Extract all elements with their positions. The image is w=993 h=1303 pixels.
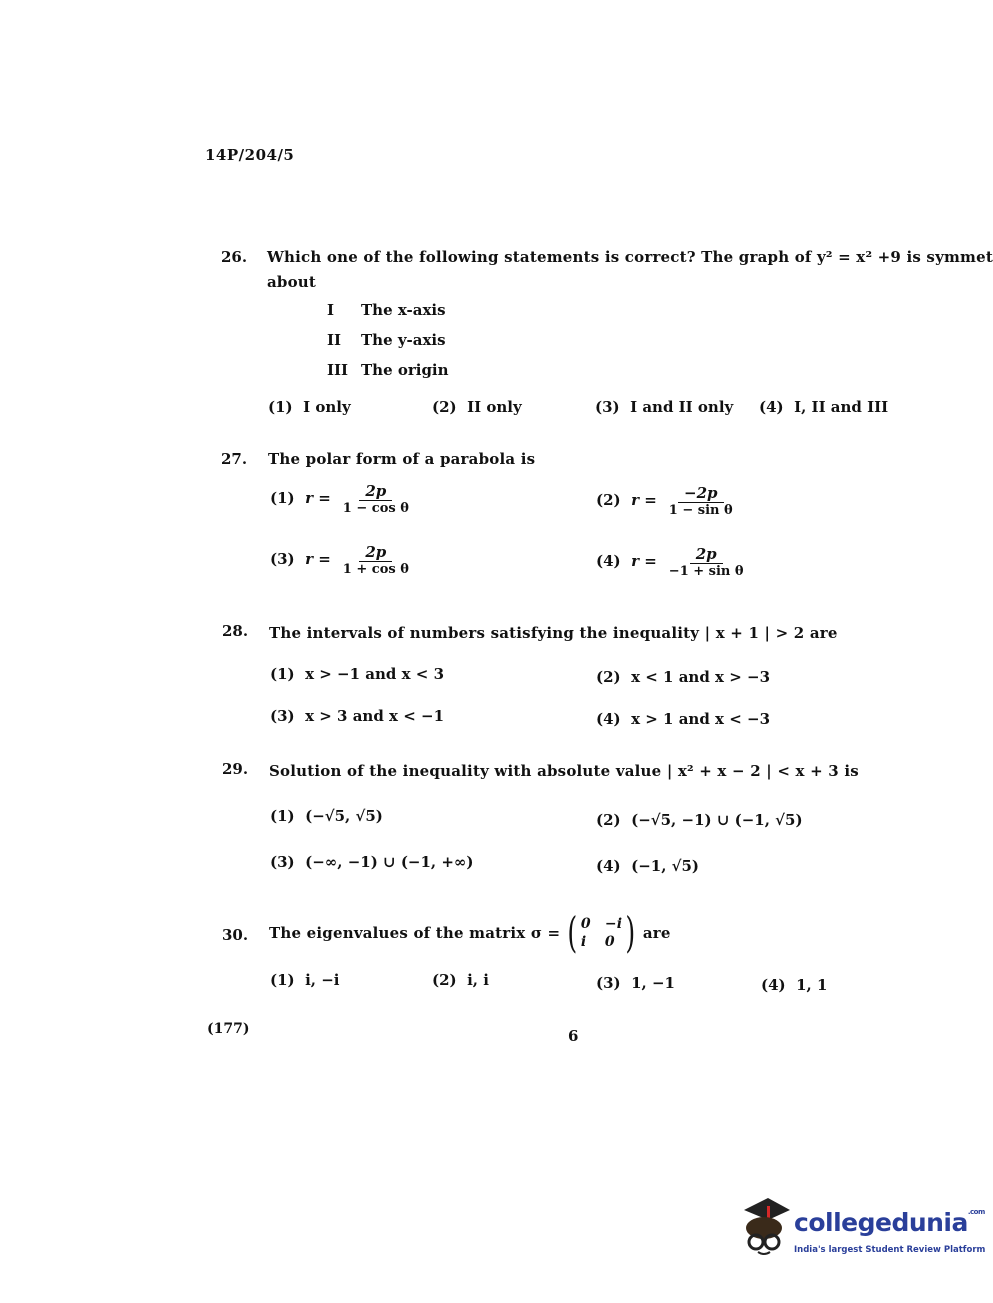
option-label: (2) [596,668,621,686]
matrix-cell: −i [604,916,623,932]
option[interactable] [270,807,383,825]
option-label: (3) [595,398,620,416]
option-label: (3) [596,974,621,992]
fraction [337,482,415,516]
option-label: (1) [268,398,293,416]
option-label: (4) [761,976,786,994]
statement-roman: III [327,361,349,379]
option-label: (2) [432,398,457,416]
question-text: The intervals of numbers satisfying the inequality | x + 1 | > 2 are [269,624,838,642]
option[interactable] [596,484,739,518]
question-text-after: are [642,924,671,942]
option-label: (1) [270,489,295,507]
option-text: (−∞, −1) ∪ (−1, +∞) [305,853,474,871]
option-text: (−√5, √5) [305,807,383,825]
option[interactable] [759,398,888,416]
option-text: I only [303,398,351,416]
matrix-cell: 0 [604,934,615,950]
statement-roman: II [327,331,342,349]
question-number: 28. [222,622,249,640]
option-label: (2) [432,971,457,989]
footer-code: (177) [207,1021,250,1037]
question-text: Which one of the following statements is correct? The graph of y² = x² +9 is symmet [267,248,993,266]
question-text-continued: about [267,273,317,291]
option[interactable] [270,707,444,725]
option-label: (4) [596,710,621,728]
option[interactable] [432,971,489,989]
option[interactable] [270,665,444,683]
matrix-cells [581,916,622,950]
page-number: 6 [568,1027,579,1045]
logo-wordmark: collegedunia$^{.com}$ [794,1208,985,1237]
option-lhs: r = [305,489,331,507]
logo-tagline: India's largest Student Review Platform [794,1245,986,1255]
option[interactable] [596,710,770,728]
statement-text: The x-axis [361,301,446,319]
question-text: The polar form of a parabola is [268,450,536,468]
option[interactable] [596,974,675,992]
question-number: 30. [222,926,249,944]
option[interactable] [596,545,750,579]
matrix-cell: i [580,934,587,950]
option-lhs: r = [631,491,657,509]
denominator: 1 + cos θ [342,562,409,577]
denominator: 1 − cos θ [342,501,409,516]
option-text: x > −1 and x < 3 [305,665,445,683]
paper-code: 14P/204/5 [205,146,295,164]
option-text: II only [467,398,522,416]
option[interactable] [270,971,340,989]
question-number: 29. [222,760,249,778]
option-label: (1) [270,807,295,825]
option-text: 1, 1 [796,976,828,994]
option-label: (3) [270,707,295,725]
option-text: x > 1 and x < −3 [631,710,771,728]
option-label: (3) [270,853,295,871]
option-text: i, −i [305,971,340,989]
option-lhs: r = [631,552,657,570]
option-text: (−1, √5) [631,857,700,875]
fraction [337,543,415,577]
option-text: i, i [467,971,489,989]
numerator: −2p [678,484,724,503]
option-text: 1, −1 [631,974,675,992]
statement-roman: I [327,301,335,319]
option-label: (4) [759,398,784,416]
numerator: 2p [359,543,392,562]
option-text: x > 3 and x < −1 [305,707,445,725]
denominator: 1 − sin θ [668,503,733,518]
option-label: (1) [270,665,295,683]
logo-mascot-icon [738,1196,792,1262]
option[interactable] [761,976,827,994]
option-lhs: r = [305,550,331,568]
option[interactable] [432,398,522,416]
denominator: −1 + sin θ [668,564,744,579]
option-text: x < 1 and x > −3 [631,668,771,686]
option-label: (1) [270,971,295,989]
option[interactable] [268,398,351,416]
matrix-cell: 0 [580,916,591,932]
question-number: 26. [221,248,248,266]
option-text: (−√5, −1) ∪ (−1, √5) [631,811,803,829]
option-label: (4) [596,857,621,875]
option[interactable] [270,482,415,516]
question-text [269,908,671,957]
fraction [663,545,750,579]
question-text: Solution of the inequality with absolute value | x² + x − 2 | < x + 3 is [269,762,859,780]
matrix [564,908,639,957]
option[interactable] [595,398,733,416]
option[interactable] [596,668,770,686]
option-label: (3) [270,550,295,568]
option[interactable] [596,857,699,875]
option[interactable] [596,811,803,829]
fraction [663,484,739,518]
statement-text: The y-axis [361,331,446,349]
numerator: 2p [359,482,392,501]
option[interactable] [270,853,474,871]
option-label: (2) [596,491,621,509]
question-text-before: The eigenvalues of the matrix σ = [269,924,561,942]
option-label: (4) [596,552,621,570]
option-text: I and II only [630,398,734,416]
option-text: I, II and III [794,398,889,416]
option[interactable] [270,543,415,577]
statement-text: The origin [361,361,449,379]
right-paren: ) [625,908,636,957]
left-paren: ( [567,908,578,957]
option-label: (2) [596,811,621,829]
numerator: 2p [690,545,723,564]
question-number: 27. [221,450,248,468]
